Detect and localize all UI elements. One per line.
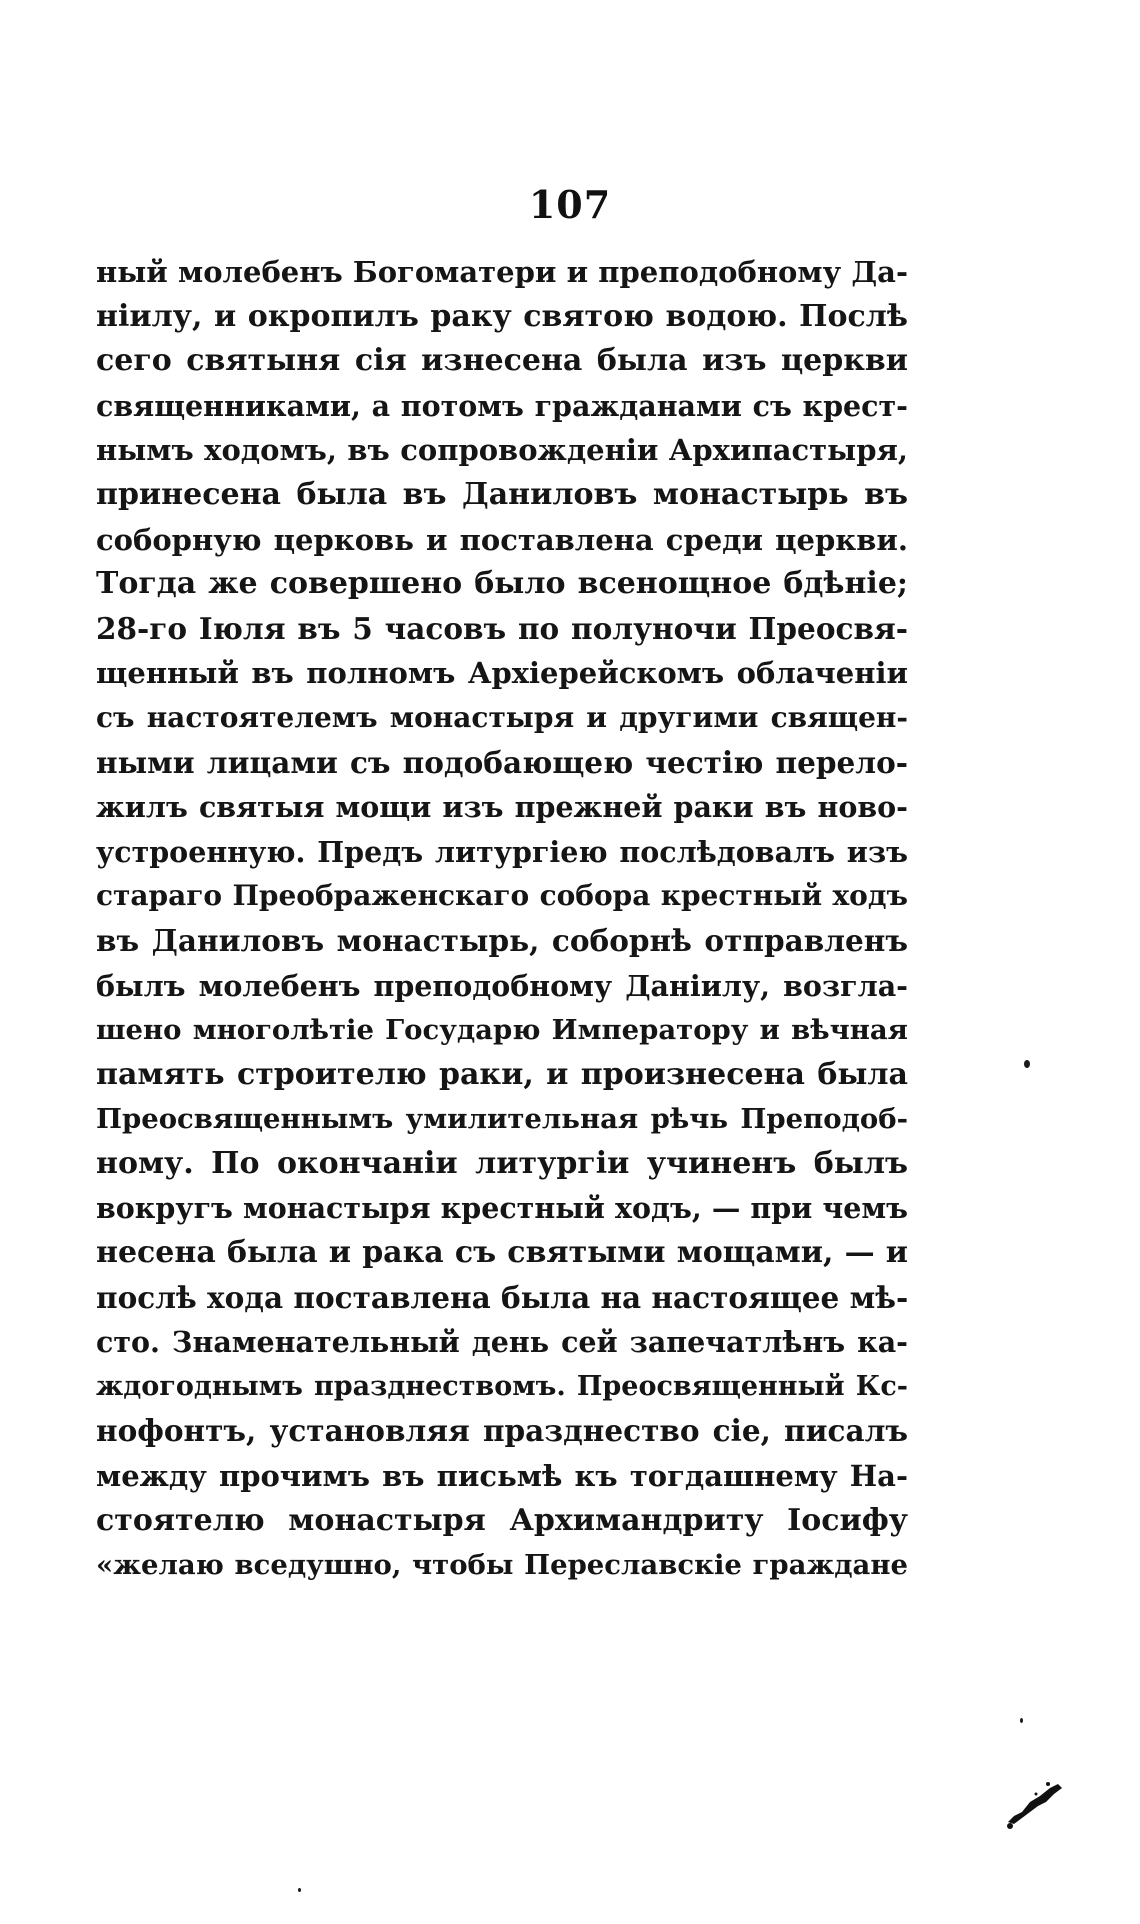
text-line: нiилу, и окропилъ раку святою водою. Послѣ [96,298,908,334]
text-line: между прочимъ въ письмѣ къ тогдашнему На- [96,1459,908,1494]
text-line: ный молебенъ Богоматери и преподобному Да- [96,255,908,289]
text-line: нымъ ходомъ, въ сопровожденiи Архипастыря, [96,433,908,468]
text-line: ждогоднымъ празднествомъ. Преосвященный Кс- [96,1370,908,1402]
text-line: ными лицами съ подобающею честiю перело- [96,744,908,780]
text-line: послѣ хода поставлена была на настоящее мѣ- [96,1279,908,1315]
text-line: нофонтъ, установляя празднество сiе, писалъ [96,1413,908,1449]
text-line: ному. По окончанiи литургiи учиненъ былъ [96,1145,908,1181]
text-line: священниками, а потомъ гражданами съ крест- [96,388,908,423]
text-line: Преосвященнымъ умилительная рѣчь Преподоб- [96,1103,908,1136]
text-line: сто. Знаменательный день сей запечатлѣнъ ка- [96,1325,908,1360]
text-line: соборную церковь и поставлена среди церкви. [96,522,908,557]
text-line: устроенную. Предъ литургiею послѣдовалъ изъ [96,834,908,869]
ink-speck [1024,1060,1030,1068]
text-line: «желаю вседушно, чтобы Переславскiе граждане [96,1549,908,1582]
text-line: жилъ святыя мощи изъ прежней раки въ ново- [96,790,908,825]
text-line: щенный въ полномъ Архiерейскомъ облаченiи [96,656,908,691]
text-line: Тогда же совершено было всенощное бдѣнiе; [96,566,908,602]
text-line: сего святыня сiя изнесена была изъ церкви [96,343,908,379]
ink-blot [1000,1772,1070,1832]
text-line: стараго Преображенскаго собора крестный ходъ [96,879,908,913]
text-line: несена была и рака съ святыми мощами, — и [96,1235,908,1271]
text-line: 28-го Iюля въ 5 часовъ по полуночи Преосвя- [96,610,908,646]
ink-speck [298,1888,301,1892]
text-line: стоятелю монастыря Архимандриту Iосифу [96,1502,908,1538]
text-line: съ настоятелемъ монастыря и другими священ- [96,700,908,734]
text-line: вокругъ монастыря крестный ходъ, — при чемъ [96,1191,908,1226]
body-text [96,250,908,1588]
text-line: принесена была въ Даниловъ монастырь въ [96,476,908,512]
text-line: память строителю раки, и произнесена была [96,1056,908,1092]
page-number: 107 [528,182,612,227]
text-line: шено многолѣтiе Государю Императору и вѣчная [96,1014,908,1047]
text-line: былъ молебенъ преподобному Данiилу, возгла- [96,968,908,1003]
ink-speck [1020,1718,1023,1723]
text-line: въ Даниловъ монастырь, соборнѣ отправленъ [96,922,908,958]
